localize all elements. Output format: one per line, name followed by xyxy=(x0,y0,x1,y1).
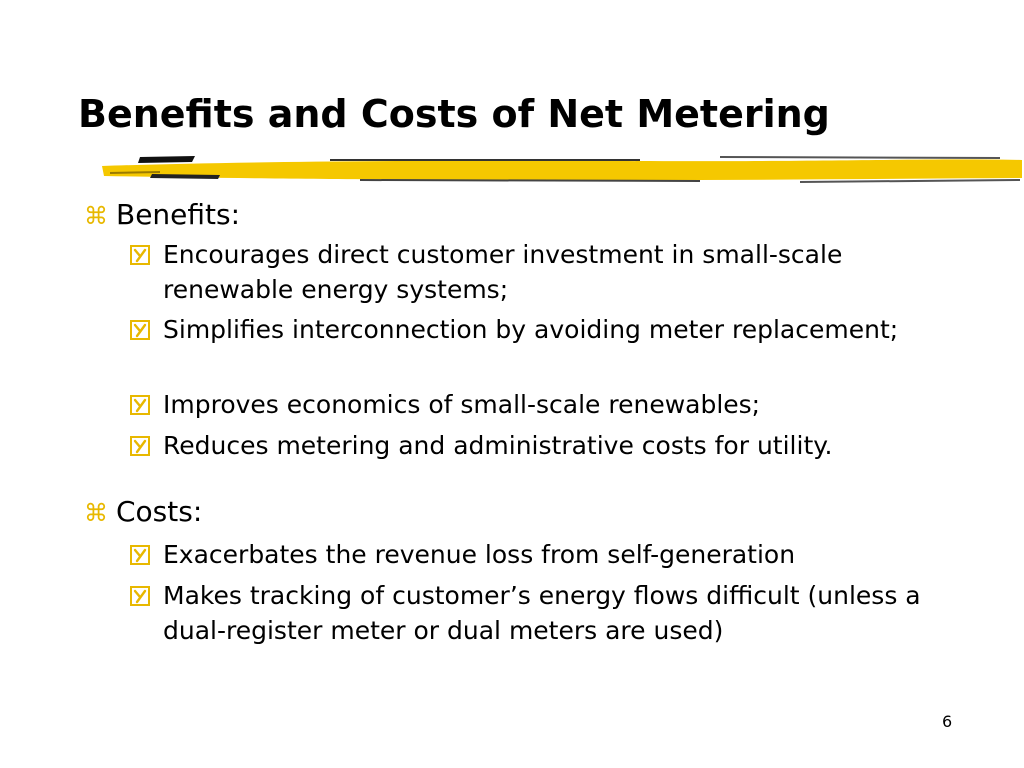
benefits-heading: Benefits: xyxy=(116,198,241,231)
costs-heading-row xyxy=(84,495,202,530)
benefit-item xyxy=(130,387,930,422)
checkbox-y-bullet-icon xyxy=(130,436,150,456)
benefit-item xyxy=(130,428,930,463)
benefit-text: Encourages direct customer investment in small-scale renewable energy systems; xyxy=(163,240,843,304)
command-bullet-icon: ⌘ xyxy=(84,499,108,527)
costs-heading: Costs: xyxy=(116,495,203,528)
benefit-item xyxy=(130,312,930,347)
cost-item xyxy=(130,537,930,572)
checkbox-y-bullet-icon xyxy=(130,395,150,415)
cost-text: Exacerbates the revenue loss from self-generation xyxy=(163,540,796,569)
checkbox-y-bullet-icon xyxy=(130,586,150,606)
benefit-text: Improves economics of small-scale renewables; xyxy=(163,390,761,419)
checkbox-y-bullet-icon xyxy=(130,545,150,565)
checkbox-y-bullet-icon xyxy=(130,245,150,265)
checkbox-y-bullet-icon xyxy=(130,320,150,340)
slide-title: Benefits and Costs of Net Metering xyxy=(78,92,830,136)
benefits-heading-row xyxy=(84,198,240,233)
benefit-text: Reduces metering and administrative costs for utility. xyxy=(163,431,833,460)
command-bullet-icon: ⌘ xyxy=(84,202,108,230)
benefit-item xyxy=(130,237,930,307)
cost-item xyxy=(130,578,930,648)
benefit-text: Simplifies interconnection by avoiding meter replacement; xyxy=(163,315,899,344)
page-number: 6 xyxy=(942,712,953,731)
cost-text: Makes tracking of customer’s energy flows difficult (unless a dual-register meter or dual meters are used) xyxy=(163,581,921,645)
brush-stroke-underline xyxy=(100,148,1024,188)
